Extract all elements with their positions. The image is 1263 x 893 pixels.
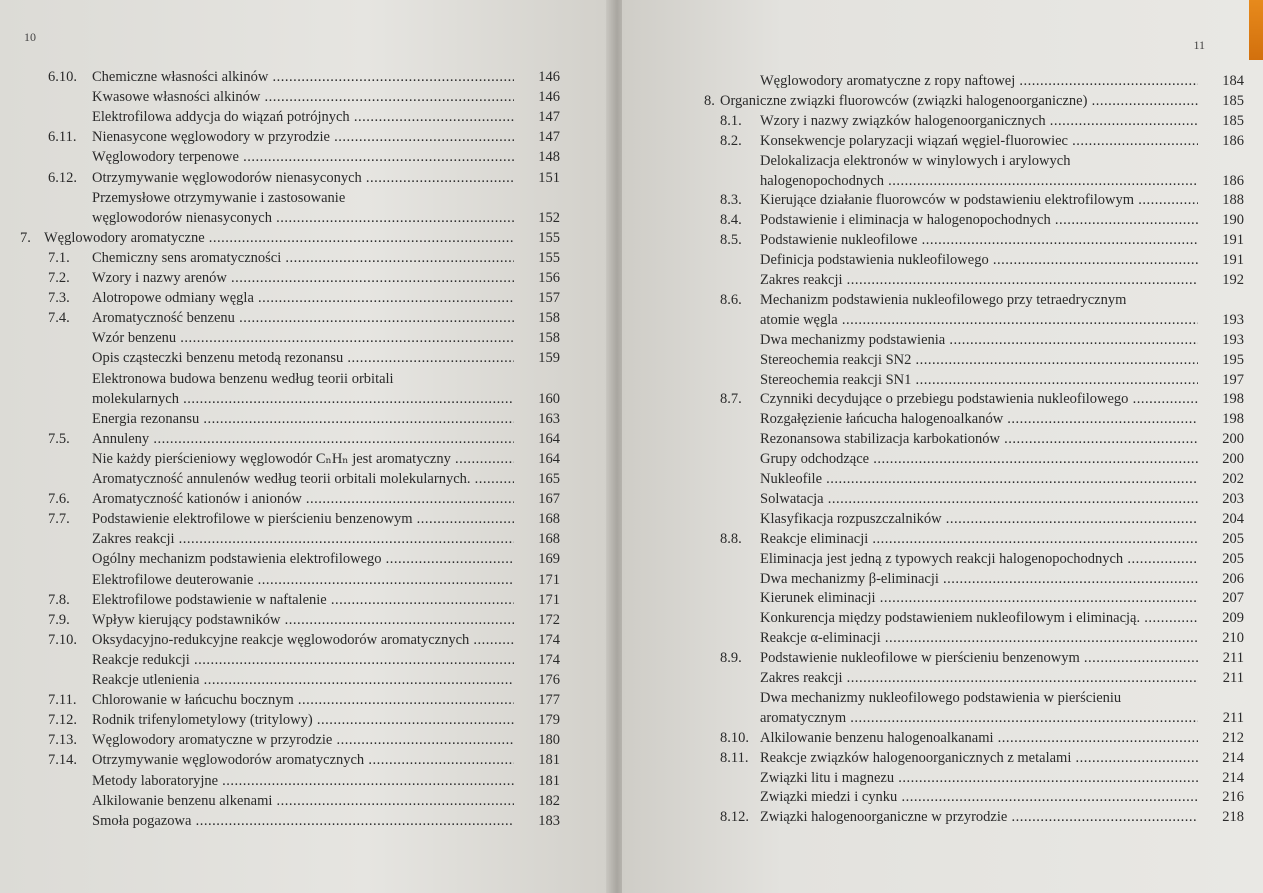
toc-entry-title: aromatycznym ..... — [760, 709, 1198, 728]
toc-entry-title: Związki miedzi i cynku ..... — [760, 788, 1198, 807]
toc-entry-page: 177 — [538, 692, 560, 709]
toc-entry — [20, 591, 560, 610]
toc-entry-title: Związki litu i magnezu ..... — [760, 769, 1198, 788]
toc-entry-title: Reakcje α-eliminacji ..... — [760, 629, 1198, 648]
toc-entry — [704, 172, 1244, 191]
toc-entry-title: Przemysłowe otrzymywanie i zastosowanie — [92, 189, 346, 206]
toc-entry-title: Podstawienie i eliminacja w halogenopochodnych ..... — [760, 211, 1198, 230]
toc-entry-page: 164 — [538, 450, 560, 467]
toc-entry-page: 181 — [538, 752, 560, 769]
toc-entry-page: 200 — [1222, 431, 1244, 448]
toc-entry-page: 158 — [538, 310, 560, 327]
toc-entry-title: Aromatyczność kationów i anionów ..... — [92, 490, 514, 509]
toc-entry-title: Nukleofile ..... — [760, 470, 1198, 489]
toc-entry-title: Wpływ kierujący podstawników ..... — [92, 611, 514, 630]
toc-entry-page: 185 — [1222, 112, 1244, 129]
toc-entry — [704, 132, 1244, 151]
toc-entry-title: Podstawienie nukleofilowe w pierścieniu benzenowym ..... — [760, 649, 1198, 668]
toc-entry-title: Reakcje redukcji ..... — [92, 651, 514, 670]
toc-entry-title: Węglowodory aromatyczne ..... — [44, 229, 514, 248]
toc-entry-title: Eliminacja jest jedną z typowych reakcji halogenopochodnych ..... — [760, 550, 1198, 569]
toc-entry-page: 147 — [538, 109, 560, 126]
toc-entry-title: Mechanizm podstawienia nukleofilowego przy tetraedrycznym — [760, 291, 1127, 308]
toc-entry — [704, 609, 1244, 628]
toc-entry — [20, 370, 560, 389]
toc-entry — [704, 251, 1244, 270]
toc-entry-title: Wzory i nazwy arenów ..... — [92, 269, 514, 288]
toc-entry-title: węglowodorów nienasyconych ..... — [92, 209, 514, 228]
toc-entry-page: 181 — [538, 772, 560, 789]
toc-entry-title: Oksydacyjno-redukcyjne reakcje węglowodorów aromatycznych ..... — [92, 631, 514, 650]
toc-entry-page: 211 — [1222, 670, 1244, 686]
toc-entry-title: Stereochemia reakcji SN2 ..... — [760, 351, 1198, 370]
toc-entry-title: Otrzymywanie węglowodorów aromatycznych ..... — [92, 751, 514, 770]
toc-entry — [20, 470, 560, 489]
toc-entry-page: 210 — [1222, 630, 1244, 647]
toc-entry — [704, 729, 1244, 748]
toc-entry-page: 159 — [538, 350, 560, 367]
toc-entry-page: 160 — [538, 390, 560, 407]
toc-entry — [20, 611, 560, 630]
toc-entry — [704, 749, 1244, 768]
toc-entry-page: 211 — [1222, 709, 1244, 726]
toc-entry — [704, 510, 1244, 529]
toc-entry-title: Węglowodory aromatyczne w przyrodzie ..... — [92, 731, 514, 750]
toc-entry — [704, 769, 1244, 788]
toc-entry-title: Kierujące działanie fluorowców w podstawieniu elektrofilowym ..... — [760, 191, 1198, 210]
toc-entry-title: Dwa mechanizmy nukleofilowego podstawienia w pierścieniu — [760, 689, 1122, 706]
toc-entry-page: 152 — [538, 209, 560, 226]
toc-entry-title: Elektrofilowe deuterowanie ..... — [92, 571, 514, 590]
toc-entry-page: 174 — [538, 631, 560, 648]
toc-entry-page: 195 — [1222, 351, 1244, 368]
toc-entry-title: Opis cząsteczki benzenu metodą rezonansu ..... — [92, 349, 514, 368]
toc-entry — [704, 450, 1244, 469]
toc-entry-title: Alkilowanie benzenu halogenoalkanami ..... — [760, 729, 1198, 748]
toc-entry — [704, 371, 1244, 390]
toc-entry-page: 165 — [538, 471, 560, 487]
toc-entry — [704, 231, 1244, 250]
toc-entry — [704, 92, 1244, 111]
toc-entry-page: 146 — [538, 89, 560, 106]
toc-entry-title: Definicja podstawienia nukleofilowego ..... — [760, 251, 1198, 270]
toc-entry-page: 214 — [1222, 749, 1244, 766]
toc-entry — [704, 669, 1244, 688]
toc-entry-page: 190 — [1222, 212, 1244, 229]
toc-entry-number: 7.13. — [48, 732, 77, 749]
toc-entry — [704, 589, 1244, 608]
toc-entry-title: Otrzymywanie węglowodorów nienasyconych ..... — [92, 169, 514, 188]
toc-entry — [20, 691, 560, 710]
toc-entry-page: 212 — [1222, 729, 1244, 746]
toc-entry-number: 7.14. — [48, 752, 77, 769]
toc-entry-number: 7.11. — [48, 692, 77, 709]
toc-entry-page: 218 — [1222, 809, 1244, 826]
toc-entry — [20, 88, 560, 107]
toc-entry-page: 146 — [538, 69, 560, 85]
toc-entry — [20, 269, 560, 288]
toc-entry-number: 7.9. — [48, 611, 70, 628]
toc-entry — [20, 108, 560, 127]
toc-entry — [704, 410, 1244, 429]
toc-entry-title: Elektrofilowa addycja do wiązań potrójnych ..... — [92, 108, 514, 127]
toc-entry-page: 191 — [1222, 252, 1244, 269]
toc-entry-page: 155 — [538, 249, 560, 266]
toc-entry — [704, 490, 1244, 509]
toc-entry-title: Czynniki decydujące o przebiegu podstawienia nukleofilowego ..... — [760, 390, 1198, 409]
toc-entry-title: Związki halogenoorganiczne w przyrodzie ..... — [760, 808, 1198, 827]
toc-entry — [20, 651, 560, 670]
toc-entry — [704, 709, 1244, 728]
toc-entry-page: 200 — [1222, 451, 1244, 468]
toc-entry-number: 7.6. — [48, 491, 70, 508]
toc-entry-title: Podstawienie elektrofilowe w pierścieniu benzenowym ..... — [92, 510, 514, 529]
toc-entry — [20, 631, 560, 650]
toc-entry-title: Kwasowe własności alkinów ..... — [92, 88, 514, 107]
toc-entry — [704, 788, 1244, 807]
toc-entry-title: Węglowodory aromatyczne z ropy naftowej ..... — [760, 72, 1198, 91]
toc-entry — [20, 390, 560, 409]
toc-entry — [20, 550, 560, 569]
toc-entry-page: 171 — [538, 571, 560, 588]
toc-entry-page: 216 — [1222, 789, 1244, 806]
toc-entry — [20, 450, 560, 469]
toc-entry-number: 8.8. — [720, 530, 742, 547]
toc-entry-title: Chlorowanie w łańcuchu bocznym ..... — [92, 691, 514, 710]
toc-entry-title: molekularnych ..... — [92, 390, 514, 409]
toc-entry-page: 169 — [538, 551, 560, 568]
toc-entry-title: Dwa mechanizmy β-eliminacji ..... — [760, 570, 1198, 589]
toc-entry — [704, 271, 1244, 290]
toc-entry-page: 198 — [1222, 411, 1244, 428]
toc-entry-number: 7.7. — [48, 511, 70, 528]
toc-entry — [20, 571, 560, 590]
toc-entry-number: 8. — [704, 92, 715, 109]
toc-entry — [20, 792, 560, 811]
toc-entry-number: 8.12. — [720, 809, 749, 826]
toc-entry-number: 8.9. — [720, 650, 742, 667]
toc-entry-page: 167 — [538, 491, 560, 508]
toc-entry-title: Reakcje eliminacji ..... — [760, 530, 1198, 549]
toc-entry-page: 207 — [1222, 590, 1244, 607]
toc-entry-title: Delokalizacja elektronów w winylowych i arylowych — [760, 152, 1071, 169]
toc-entry-title: Rezonansowa stabilizacja karbokationów ..... — [760, 430, 1198, 449]
toc-entry-page: 182 — [538, 792, 560, 809]
toc-entry-title: Zakres reakcji ..... — [760, 669, 1198, 688]
toc-entry-number: 8.5. — [720, 232, 742, 249]
toc-entry-page: 157 — [538, 290, 560, 307]
toc-entry-page: 156 — [538, 270, 560, 286]
right-toc — [622, 72, 1263, 842]
toc-entry-number: 6.10. — [48, 69, 77, 85]
toc-entry-number: 7.12. — [48, 712, 77, 729]
left-page — [0, 0, 612, 893]
toc-entry — [704, 112, 1244, 131]
toc-entry — [20, 349, 560, 368]
toc-entry-page: 203 — [1222, 490, 1244, 507]
toc-entry — [20, 671, 560, 690]
toc-entry-page: 180 — [538, 732, 560, 749]
toc-entry-title: Nienasycone węglowodory w przyrodzie ..... — [92, 128, 514, 147]
toc-entry-title: Wzory i nazwy związków halogenoorganicznych ..... — [760, 112, 1198, 131]
toc-entry-title: Konsekwencje polaryzacji wiązań węgiel-fluorowiec ..... — [760, 132, 1198, 151]
toc-entry — [704, 550, 1244, 569]
toc-entry-number: 7. — [20, 229, 31, 246]
toc-entry-number: 7.4. — [48, 310, 70, 327]
toc-entry — [704, 211, 1244, 230]
orange-bookmark-tab — [1249, 0, 1263, 60]
toc-entry-number: 8.7. — [720, 391, 742, 408]
toc-entry-page: 205 — [1222, 550, 1244, 567]
toc-entry — [704, 351, 1244, 370]
toc-entry-title: Elektronowa budowa benzenu według teorii orbitali — [92, 370, 394, 387]
toc-entry — [20, 229, 560, 248]
toc-entry-number: 8.2. — [720, 132, 742, 149]
toc-entry — [704, 808, 1244, 827]
toc-entry-page: 193 — [1222, 311, 1244, 328]
toc-entry-title: Rodnik trifenylometylowy (tritylowy) ..... — [92, 711, 514, 730]
toc-entry-title: Chemiczne własności alkinów ..... — [92, 68, 514, 87]
toc-entry — [704, 470, 1244, 489]
toc-entry-page: 214 — [1222, 769, 1244, 786]
toc-entry — [20, 189, 560, 208]
toc-entry-page: 151 — [538, 169, 560, 186]
toc-entry-title: Metody laboratoryjne ..... — [92, 772, 514, 791]
left-toc — [0, 68, 612, 848]
toc-entry-page: 168 — [538, 511, 560, 528]
toc-entry — [20, 410, 560, 429]
toc-entry-number: 7.2. — [48, 270, 70, 286]
toc-entry — [704, 570, 1244, 589]
toc-entry-title: Ogólny mechanizm podstawienia elektrofilowego ..... — [92, 550, 514, 569]
toc-entry-page: 179 — [538, 712, 560, 729]
toc-entry-number: 8.10. — [720, 729, 749, 746]
toc-entry-number: 7.3. — [48, 290, 70, 307]
toc-entry-title: Chemiczny sens aromatyczności ..... — [92, 249, 514, 268]
toc-entry — [20, 249, 560, 268]
toc-entry-page: 174 — [538, 651, 560, 668]
right-page — [622, 0, 1263, 893]
toc-entry — [704, 390, 1244, 409]
toc-entry-title: Rozgałęzienie łańcucha halogenoalkanów ..... — [760, 410, 1198, 429]
toc-entry-number: 8.3. — [720, 192, 742, 209]
toc-entry — [704, 291, 1244, 310]
toc-entry-page: 191 — [1222, 232, 1244, 249]
toc-entry-page: 209 — [1222, 610, 1244, 627]
toc-entry-number: 8.11. — [720, 749, 749, 766]
toc-entry — [704, 191, 1244, 210]
toc-entry-page: 168 — [538, 531, 560, 548]
toc-entry-page: 147 — [538, 129, 560, 146]
toc-entry — [20, 430, 560, 449]
toc-entry-title: Konkurencja między podstawieniem nukleofilowym i eliminacją. ..... — [760, 609, 1198, 628]
toc-entry — [20, 309, 560, 328]
toc-entry-title: Zakres reakcji ..... — [760, 271, 1198, 290]
toc-entry — [704, 649, 1244, 668]
toc-entry-number: 7.8. — [48, 591, 70, 608]
toc-entry — [704, 629, 1244, 648]
toc-entry — [20, 812, 560, 831]
toc-entry-title: Solwatacja ..... — [760, 490, 1198, 509]
toc-entry — [20, 289, 560, 308]
toc-entry-page: 211 — [1222, 650, 1244, 667]
toc-entry-page: 172 — [538, 611, 560, 628]
right-page-number: 11 — [1193, 38, 1205, 52]
toc-entry-title: Alotropowe odmiany węgla ..... — [92, 289, 514, 308]
toc-entry-number: 8.6. — [720, 291, 742, 308]
toc-entry-number: 7.10. — [48, 631, 77, 648]
toc-entry — [20, 148, 560, 167]
toc-entry-number: 6.12. — [48, 169, 77, 186]
toc-entry — [20, 751, 560, 770]
toc-entry-title: Nie każdy pierścieniowy węglowodór CₙHₙ jest aromatyczny ..... — [92, 450, 514, 469]
toc-entry-title: Węglowodory terpenowe ..... — [92, 148, 514, 167]
toc-entry-title: Reakcje utlenienia ..... — [92, 671, 514, 690]
toc-entry-title: Dwa mechanizmy podstawienia ..... — [760, 331, 1198, 350]
toc-entry — [704, 689, 1244, 708]
toc-entry-number: 7.1. — [48, 249, 70, 266]
toc-entry-title: Elektrofilowe podstawienie w naftalenie ..... — [92, 591, 514, 610]
toc-entry-page: 202 — [1222, 471, 1244, 487]
toc-entry-page: 185 — [1222, 92, 1244, 109]
toc-entry-number: 6.11. — [48, 129, 77, 146]
toc-entry-title: Stereochemia reakcji SN1 ..... — [760, 371, 1198, 390]
toc-entry — [704, 152, 1244, 171]
toc-entry-title: Alkilowanie benzenu alkenami ..... — [92, 792, 514, 811]
toc-entry-title: Grupy odchodzące ..... — [760, 450, 1198, 469]
toc-entry-page: 184 — [1222, 73, 1244, 89]
toc-entry — [20, 209, 560, 228]
toc-entry-title: atomie węgla ..... — [760, 311, 1198, 330]
toc-entry-page: 198 — [1222, 391, 1244, 408]
left-page-number: 10 — [24, 30, 36, 44]
toc-entry-number: 7.5. — [48, 430, 70, 447]
toc-entry — [704, 331, 1244, 350]
toc-entry-title: Smoła pogazowa ..... — [92, 812, 514, 831]
toc-entry-page: 206 — [1222, 570, 1244, 587]
toc-entry — [20, 731, 560, 750]
toc-entry-page: 171 — [538, 591, 560, 608]
toc-entry-page: 183 — [538, 812, 560, 829]
toc-entry-page: 155 — [538, 229, 560, 246]
toc-entry-title: Annuleny ..... — [92, 430, 514, 449]
toc-entry-number: 8.4. — [720, 212, 742, 229]
toc-entry-title: Klasyfikacja rozpuszczalników ..... — [760, 510, 1198, 529]
toc-entry — [20, 68, 560, 87]
toc-entry — [704, 530, 1244, 549]
toc-entry — [20, 169, 560, 188]
toc-entry-page: 148 — [538, 149, 560, 166]
toc-entry-title: Wzór benzenu ..... — [92, 329, 514, 348]
toc-entry — [20, 711, 560, 730]
toc-entry — [20, 530, 560, 549]
toc-entry-page: 197 — [1222, 371, 1244, 388]
toc-entry — [20, 772, 560, 791]
toc-entry-page: 186 — [1222, 132, 1244, 149]
toc-entry-page: 192 — [1222, 272, 1244, 288]
toc-entry-title: Aromatyczność annulenów według teorii orbitali molekularnych. ..... — [92, 470, 514, 489]
toc-entry-page: 164 — [538, 430, 560, 447]
toc-entry-page: 176 — [538, 672, 560, 688]
toc-entry-title: Zakres reakcji ..... — [92, 530, 514, 549]
toc-entry-page: 193 — [1222, 331, 1244, 348]
toc-entry-page: 158 — [538, 330, 560, 347]
toc-entry-page: 204 — [1222, 510, 1244, 527]
toc-entry — [704, 430, 1244, 449]
toc-entry — [20, 490, 560, 509]
toc-entry — [20, 329, 560, 348]
toc-entry-number: 8.1. — [720, 112, 742, 129]
toc-entry-title: Podstawienie nukleofilowe ..... — [760, 231, 1198, 250]
toc-entry — [704, 72, 1244, 91]
toc-entry-title: Aromatyczność benzenu ..... — [92, 309, 514, 328]
toc-entry — [20, 128, 560, 147]
toc-entry-title: halogenopochodnych ..... — [760, 172, 1198, 191]
toc-entry-page: 186 — [1222, 172, 1244, 189]
toc-entry-title: Kierunek eliminacji ..... — [760, 589, 1198, 608]
toc-entry-title: Energia rezonansu ..... — [92, 410, 514, 429]
toc-entry-title: Organiczne związki fluorowców (związki halogenoorganiczne) ..... — [720, 92, 1198, 111]
toc-entry — [20, 510, 560, 529]
toc-entry — [704, 311, 1244, 330]
toc-entry-title: Reakcje związków halogenoorganicznych z metalami ..... — [760, 749, 1198, 768]
toc-entry-page: 188 — [1222, 192, 1244, 209]
toc-entry-page: 163 — [538, 410, 560, 427]
toc-entry-page: 205 — [1222, 530, 1244, 547]
